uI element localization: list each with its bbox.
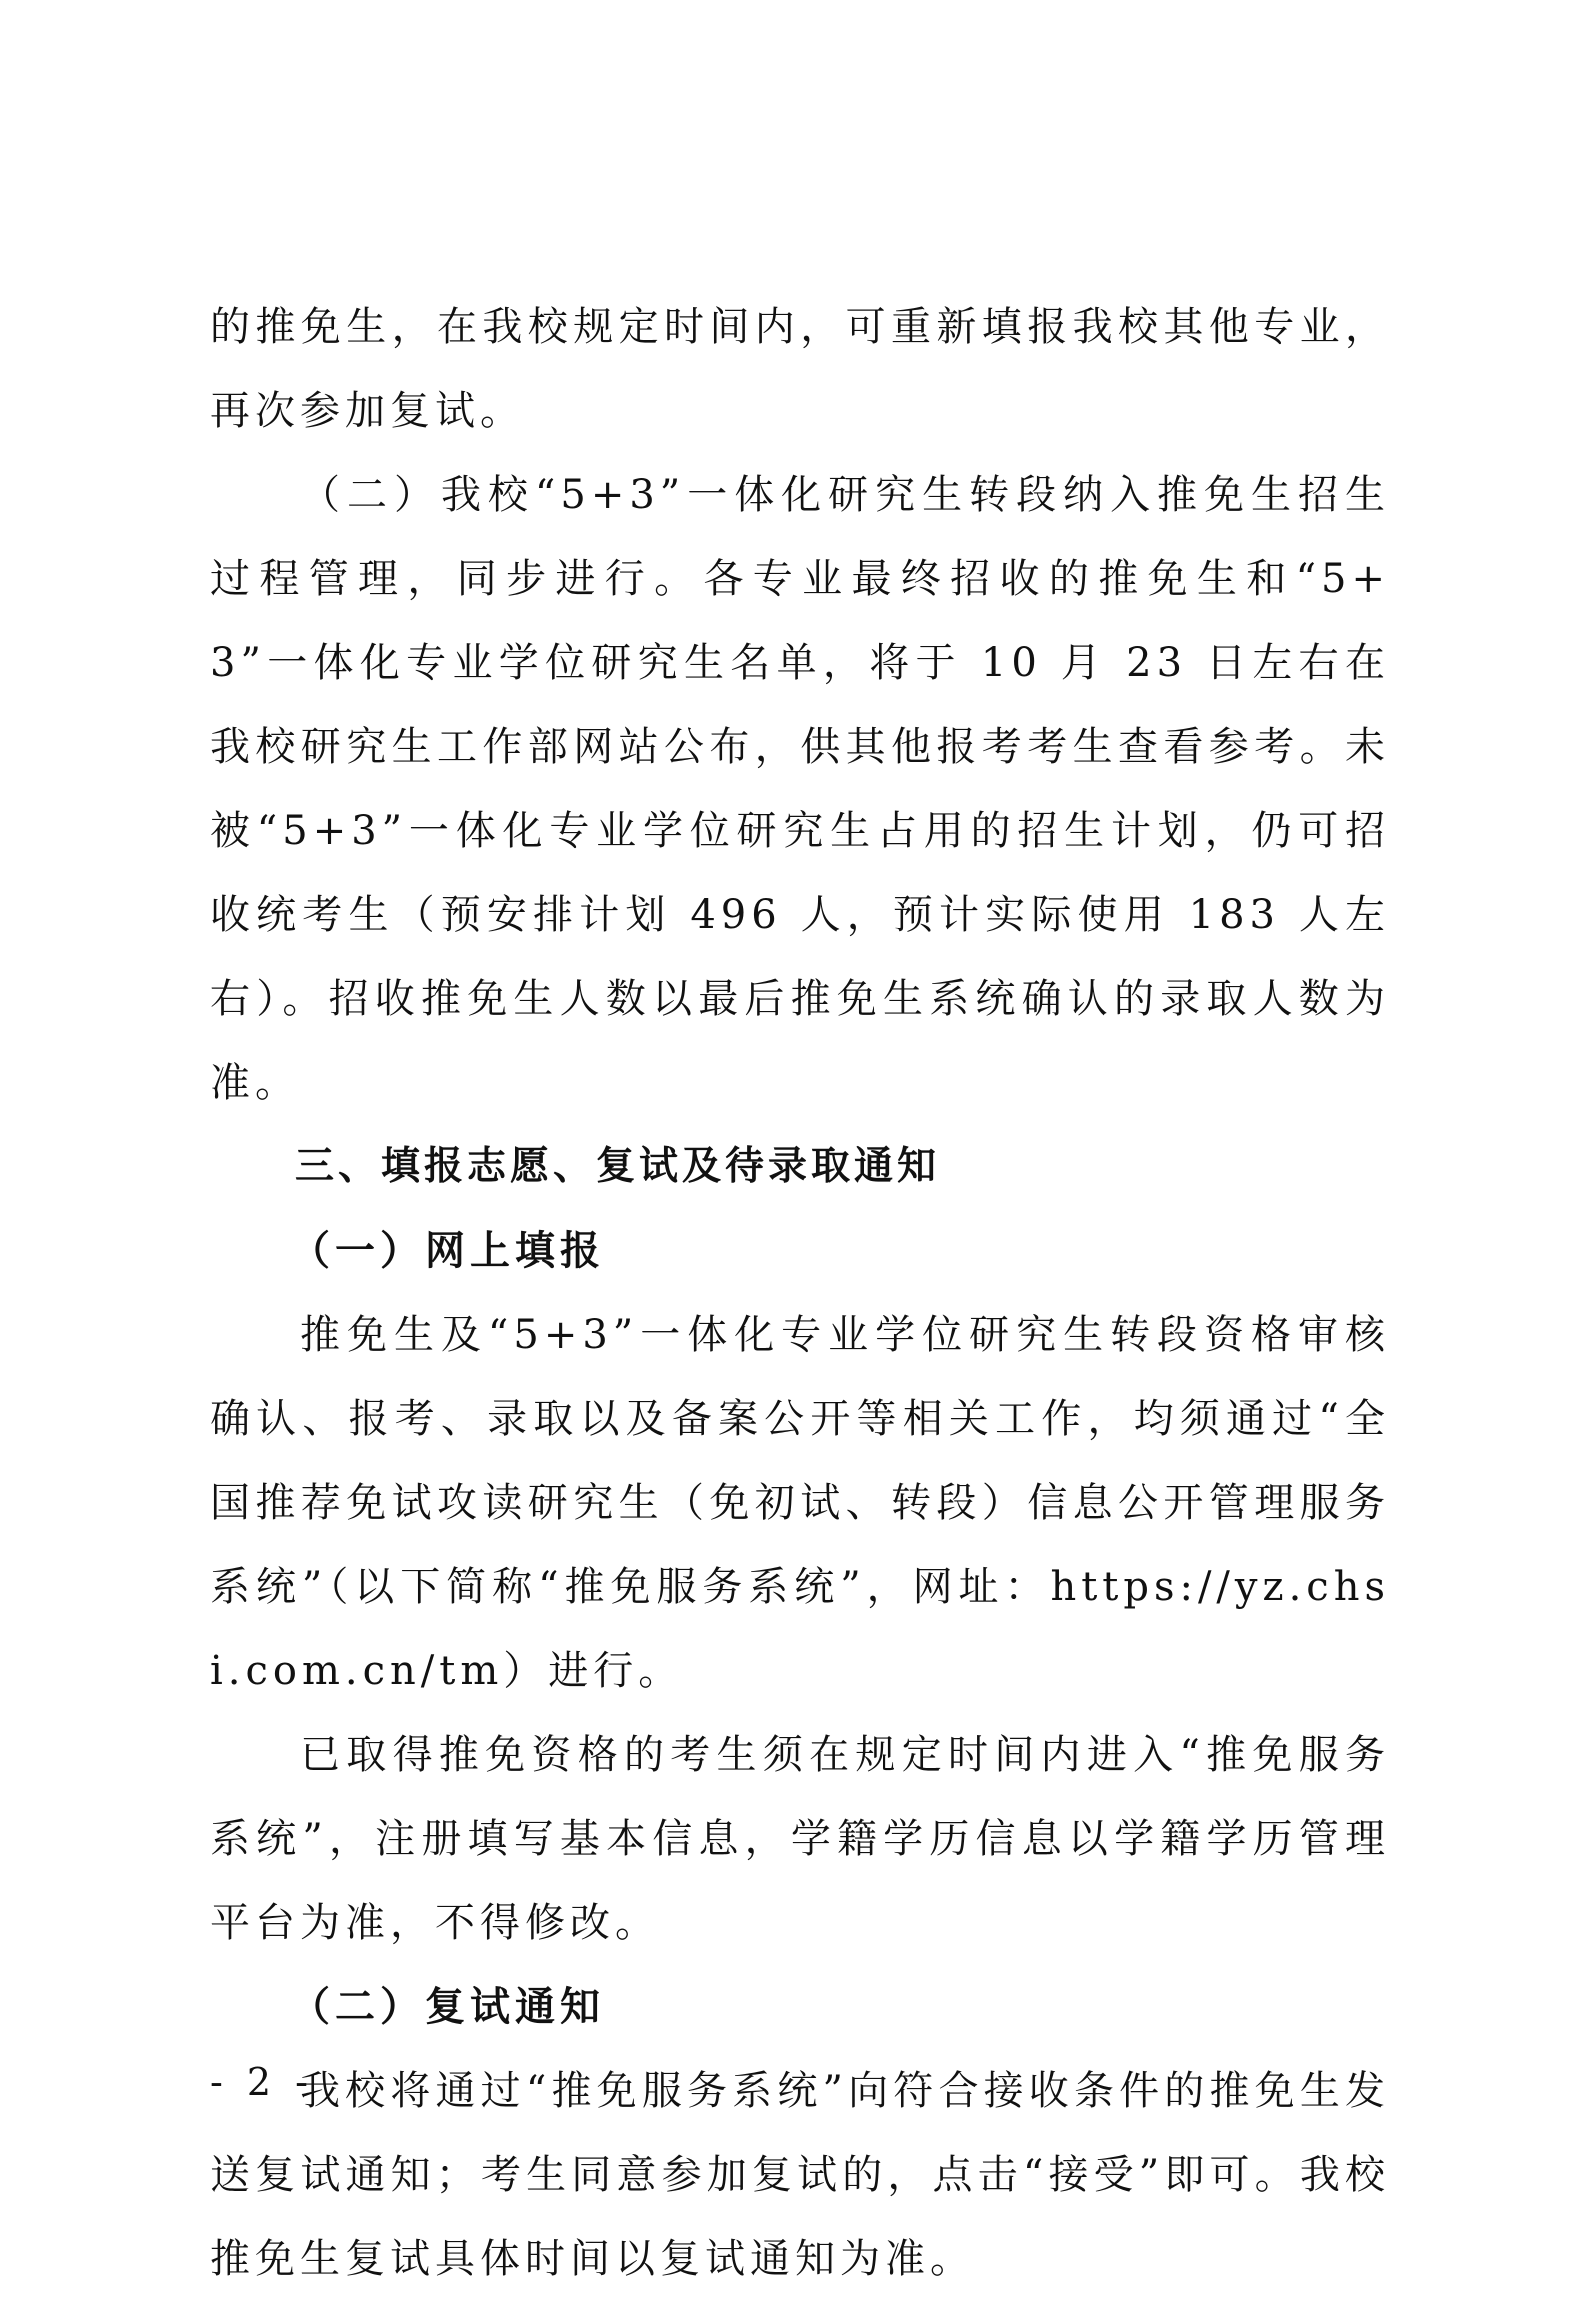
paragraph-online-system: 推免生及“5+3”一体化专业学位研究生转段资格审核确认、报考、录取以及备案公开等相关工作，均须通过“全国推荐免试攻读研究生（免初试、转段）信息公开管理服务系统”（以下简称“推免服务系统”，网址：https://yz.chsi.com.cn/tm）进行。 [210, 1312, 1390, 1694]
page-number: - 2 - [210, 2060, 315, 2104]
document-body [210, 285, 1390, 2301]
paragraph-continuation: 的推免生，在我校规定时间内，可重新填报我校其他专业，再次参加复试。 [210, 304, 1390, 434]
paragraph-registration: 已取得推免资格的考生须在规定时间内进入“推免服务系统”，注册填写基本信息，学籍学历信息以学籍学历管理平台为准，不得修改。 [210, 1732, 1390, 1946]
paragraph-5plus3-transfer: （二）我校“5+3”一体化研究生转段纳入推免生招生过程管理，同步进行。各专业最终招收的推免生和“5+3”一体化专业学位研究生名单，将于 10 月 23 日左右在我校研究生工作部网站公布，供其他报考考生查看参考。未被“5+3”一体化专业学位研究生占用的招生计划，仍可招收统考生（预安排计划 496 人，预计实际使用 183 人左右）。招收推免生人数以最后推免生系统确认的录取人数为准。 [210, 472, 1390, 1106]
subsection-heading-online-application: （一）网上填报 [290, 1227, 605, 1274]
subsection-heading-reexam-notice: （二）复试通知 [290, 1983, 605, 2030]
paragraph-reexam-notice: 我校将通过“推免服务系统”向符合接收条件的推免生发送复试通知；考生同意参加复试的，点击“接受”即可。我校推免生复试具体时间以复试通知为准。 [210, 2068, 1390, 2282]
section-heading-3: 三、填报志愿、复试及待录取通知 [295, 1144, 941, 1189]
